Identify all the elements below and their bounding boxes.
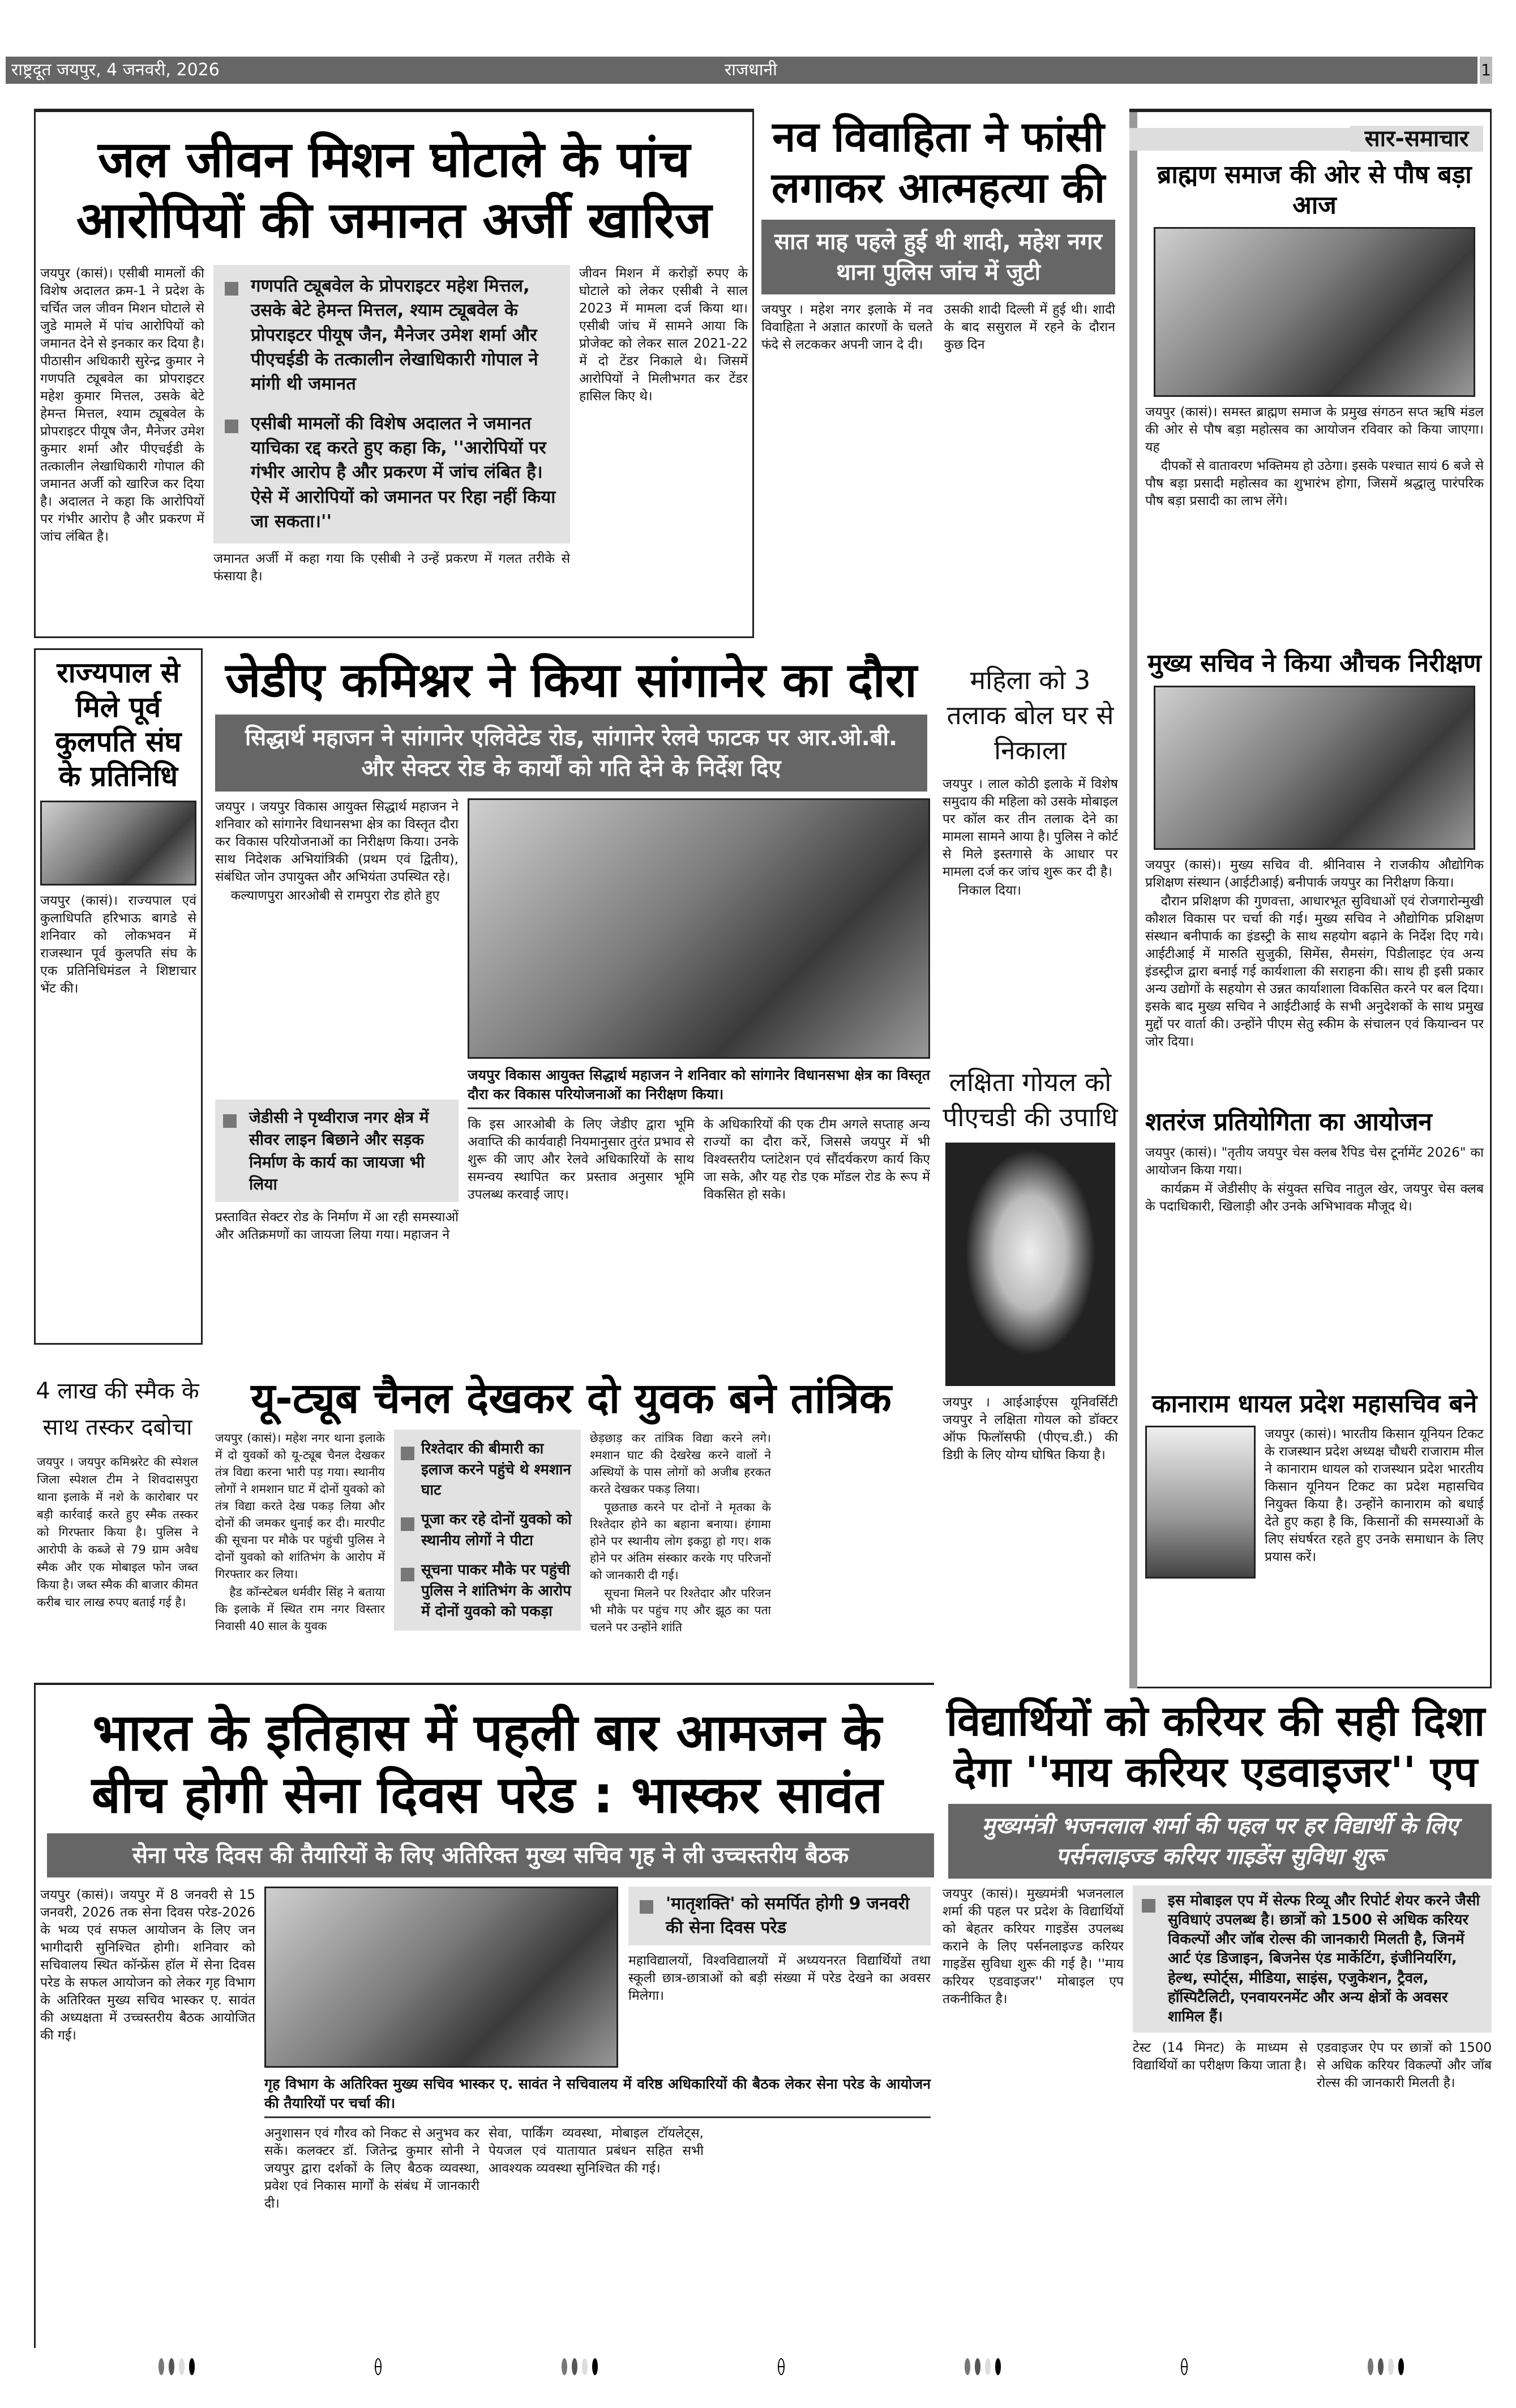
digest-label-row [1145, 126, 1484, 153]
article-body: जमानत अर्जी में कहा गया कि एसीबी ने उन्हें प्रकरण में गलत तरीके से फंसाया है। [213, 551, 570, 584]
article-text: जयपुर । लाल कोठी इलाके में विशेष समुदाय की महिला को उसके मोबाइल पर कॉल कर तीन तलाक देने का मामला सामने आया है। पुलिस ने कोर्ट से मिले इस्तगासे के आधार पर मामला दर्ज कर जांच शुरू कर दी है। [943, 777, 1118, 879]
highlight-item: एसीबी मामलों की विशेष अदालत ने जमानत याचिका रद्द करते हुए कहा कि, ''आरोपियों पर गंभीर आरोप है और प्रकरण में जांच लंबित है। ऐसे में आरोपियों को जमानत पर रिहा नहीं किया जा सकता।'' [225, 412, 559, 534]
article-columns [940, 1885, 1492, 2347]
headline: यू-ट्यूब चैनल देखकर दो युवक बने तांत्रिक [251, 1374, 892, 1423]
story-phd [943, 1053, 1118, 1676]
photo-kanaram-dhayal [1145, 1426, 1256, 1579]
crosshair-icon [778, 2358, 785, 2375]
digest-body-text: जयपुर (कासं)। "तृतीय जयपुर चेस क्लब रैपिड चेस टूर्नामेंट 2026" का आयोजन किया गया। [1145, 1145, 1484, 1178]
digest-body-text: कार्यक्रम में जेडीसीए के संयुक्त सचिव नातुल खेर, जयपुर चेस क्लब के पदाधिकारी, खिलाड़ी और उनके अभिभावक मौजूद थे। [1145, 1181, 1484, 1214]
article-body: जयपुर । आईआईएस यूनिवर्सिटी जयपुर ने लक्षिता गोयल को डॉक्टर ऑफ फिलॉसफी (पीएच.डी.) की डिग्री के लिए योग्य घोषित किया है। [943, 1395, 1118, 1462]
right-area [264, 1887, 934, 2343]
article-text: निकाल दिया। [958, 883, 1022, 898]
article-columns [40, 1887, 934, 2343]
section-name: राजधानी [725, 60, 777, 80]
story-jda [212, 651, 930, 1345]
article-body: जयपुर । जयपुर कमिश्नरेट की स्पेशल जिला स्पेशल टीम ने शिवदासपुरा थाना इलाके में नशे के कारोबार पर बड़ी कार्रवाई करते हुए स्मैक तस्कर को गिरफ्तार किया है। पुलिस ने आरोपी के कब्जे से 79 ग्राम अवैध स्मैक और एक मोबाइल फोन जब्त किया है। जब्त स्मैक की बाजार कीमत करीब चार लाख रुपए बताई गई है। [37, 1455, 198, 1609]
article-text: कल्याणपुरा आरओबी से रामपुरा रोड होते हुए [230, 888, 440, 904]
highlight-item: पूजा कर रहे दोनों युवको को स्थानीय लोगों ने पीटा [401, 1509, 574, 1551]
color-bar-icon [562, 2358, 598, 2375]
digest-body [1145, 857, 1484, 1100]
article-body: महाविद्यालयों, विश्वविद्यालयों में अध्ययनरत विद्यार्थियों तथा स्कूली छात्र-छात्राओं को बड़ी संख्या में परेड देखने का अवसर मिलेगा। [628, 1953, 931, 2003]
color-bar-icon [965, 2358, 1001, 2375]
digest-body-text: जयपुर (कासं)। समस्त ब्राह्मण समाज के प्रमुख संगठन सप्त ऋषि मंडल की ओर से पौष बड़ा महोत्सव का आयोजन रविवार को किया जाएगा। यह [1145, 405, 1484, 455]
story-army-day [34, 1683, 934, 2348]
subheadline: सेना परेड दिवस की तैयारियों के लिए अतिरिक्त मुख्य सचिव गृह ने ली उच्चस्तरीय बैठक [47, 1833, 934, 1877]
news-digest-column [1129, 109, 1492, 1688]
digest-body [1145, 404, 1484, 641]
digest-headline: मुख्य सचिव ने किया औचक निरीक्षण [1147, 649, 1481, 678]
photo-caption: गृह विभाग के अतिरिक्त मुख्य सचिव भास्कर ए. सावंत ने सचिवालय में वरिष्ठ अधिकारियों की बैठक लेकर सेना परेड के आयोजन की तैयारियों पर चर्चा की। [264, 2075, 931, 2118]
digest-item-row [1145, 1426, 1484, 1683]
article-text: सूचना मिलने पर रिश्तेदार और परिजन भी मौके पर पहुंच गए और झूठ का पता चलने पर उन्होंने शांति [590, 1586, 771, 1635]
highlight-box [215, 1100, 459, 1202]
article-body: कि इस आरओबी के लिए जेडीए द्वारा भूमि अवाप्ति की कार्यवाही नियमानुसार तुरंत प्रभाव से शुरू की जाए और रेलवे अधिकारियों के साथ समन्वय स्थापित कर प्रस्ताव अनुसार भूमि उपलब्ध करवाई जाए। [468, 1117, 695, 1203]
photo-book-release [1154, 227, 1475, 397]
article-text: हैड कॉन्स्टेबल धर्मवीर सिंह ने बताया कि इलाके में स्थित राम नगर विस्तार निवासी 40 साल के युवक [215, 1585, 385, 1633]
highlight-item: सूचना पाकर मौके पर पहुंची पुलिस ने शांतिभंग के आरोप में दोनों युवको को पकड़ा [401, 1560, 574, 1622]
photo-governor-meeting [40, 801, 196, 886]
article-text: जयपुर (कासं)। महेश नगर थाना इलाके में दो युवकों को यू-ट्यूब चैनल देखकर तंत्र विद्या करना भारी पड़ गया। स्थानीय लोगों ने शमशान घाट में दोनों युवको को तंत्र विद्या करते देख पकड़ लिया और दोनों की जमकर धुनाई कर दी। मारपीट की सूचना पर मौके पर पहुंची पुलिस ने दोनों युवको को शांतिभंग के आरोप में गिरफ्तार कर लिया। [215, 1431, 385, 1581]
callout-column [628, 1887, 931, 2068]
article-body [215, 798, 459, 1093]
article-body: प्रस्तावित सेक्टर रोड के निर्माण में आ रही समस्याओं और अतिक्रमणों का जायजा लिया गया। महाजन ने [215, 1210, 459, 1242]
article-text: छेड़छाड़ कर तांत्रिक विद्या करने लगे। श्मशान घाट की देखरेख करने वालों ने अस्थियों के पास लोगों को अजीब हरकत करते देखकर पकड़ लिया। [590, 1431, 771, 1496]
highlight-item: गणपति ट्यूबवेल के प्रोपराइटर महेश मित्तल, उसके बेटे हेमन्त मित्तल, श्याम ट्यूबवेल के प्रोपराइटर पीयूष जैन, मैनेजर उमेश शर्मा और पीएचईडी के तत्कालीन लेखाधिकारी गोपाल ने मांगी थी जमानत [225, 274, 559, 397]
paper-date: राष्ट्रदूत जयपुर, 4 जनवरी, 2026 [11, 60, 220, 80]
story-talaq [943, 651, 1118, 1042]
headline: भारत के इतिहास में पहली बार आमजन के बीच होगी सेना दिवस परेड : भास्कर सावंत [91, 1703, 883, 1825]
digest-body-text: दीपकों से वातावरण भक्तिमय हो उठेगा। इसके पश्चात सायं 6 बजे से पौष बड़ा प्रसादी महोत्सव का शुभारंभ होगा, जिसमें श्रद्धालु पारंपरिक पौष बड़ा प्रसादी का लाभ लेंगे। [1145, 459, 1484, 509]
article-body: जयपुर (कासं)। जयपुर में 8 जनवरी से 15 जनवरी, 2026 तक सेना दिवस परेड-2026 के भव्य एवं सफल आयोजन के लिए जन भागीदारी सुनिश्चित होगी। शनिवार को सचिवालय स्थित कॉन्फ्रेंस हॉल में सेना दिवस परेड के सफल आयोजन को लेकर गृह विभाग के अतिरिक्त मुख्य सचिव भास्कर ए. सावंत की अध्यक्षता में उच्चस्तरीय बैठक आयोजित की गई। [40, 1887, 255, 2043]
article-body: टेस्ट (14 मिनट) के माध्यम से विद्यार्थियों का परीक्षण किया जाता है। [1133, 2040, 1308, 2073]
subheadline: सात माह पहले हुई थी शादी, महेश नगर थाना पुलिस जांच में जुटी [761, 220, 1115, 294]
digest-label: सार-समाचार [1350, 126, 1483, 152]
story-jjm [34, 109, 754, 638]
article-columns [212, 1430, 930, 1679]
article-body: सेवा, पार्किंग व्यवस्था, मोबाइल टॉयलेट्स, पेयजल एवं यातायात प्रबंधन सहित सभी आवश्यक व्यवस्था सुनिश्चित की गई। [489, 2125, 704, 2176]
digest-headline: कानाराम धायल प्रदेश महासचिव बने [1151, 1389, 1478, 1418]
article-columns [761, 301, 1115, 638]
highlight-item: रिश्तेदार की बीमारी का इलाज करने पहुंचे थे श्मशान घाट [401, 1439, 574, 1500]
article-text: जयपुर । जयपुर विकास आयुक्त सिद्धार्थ महाजन ने शनिवार को सांगानेर विधानसभा क्षेत्र का विस्तृत दौरा कर विकास परियोजनाओं का निरीक्षण किया। उनके साथ निदेशक अभियांत्रिकी (प्रथम एवं द्वितीय), संबंधित जोन उपायुक्त और अभियंता उपस्थित रहे। [215, 799, 459, 885]
article-body: एडवाइजर ऐप पर छात्रों को 1500 से अधिक करियर विकल्पों और जॉब रोल्स की जानकारी मिलती है। [1317, 2040, 1492, 2090]
article-body: के अधिकारियों की एक टीम अगले सप्ताह अन्य राज्यों का दौरा करें, जिससे जयपुर में भी विश्वस्तरीय प्लांटेशन एवं सौंदर्यकरण कार्य किए जा सके, और यह रोड एक मॉडल रोड के रूप में विकसित हो सके। [703, 1117, 930, 1203]
photo-caption: जयपुर विकास आयुक्त सिद्धार्थ महाजन ने शनिवार को सांगानेर विधानसभा क्षेत्र का विस्तृत दौरा कर विकास परियोजनाओं का निरीक्षण किया। [468, 1066, 930, 1109]
photo-army-meeting [264, 1887, 618, 2068]
photo-lakshita-goyal [945, 1143, 1115, 1386]
headline: विद्यार्थियों को करियर की सही दिशा देगा ''माय करियर एडवाइजर'' एप [946, 1697, 1485, 1797]
headline: लक्षिता गोयल को पीएचडी की उपाधि [943, 1067, 1118, 1132]
digest-body [1145, 1144, 1484, 1382]
headline: नव विवाहिता ने फांसी लगाकर आत्महत्या की [771, 113, 1106, 213]
highlight-box [1133, 1885, 1492, 2033]
registration-marks [159, 2358, 1404, 2375]
lower-columns [264, 2125, 931, 2343]
divider [1129, 112, 1137, 1688]
lower-columns [468, 1116, 930, 1345]
callout-text: 'मातृशक्ति' को समर्पित होगी 9 जनवरी की सेना दिवस परेड [640, 1892, 919, 1940]
highlights-box [213, 265, 570, 544]
story-career-app [940, 1690, 1492, 2347]
headline: महिला को 3 तलाक बोल घर से निकाला [947, 665, 1114, 765]
article-body [215, 1430, 385, 1679]
article-body: जयपुर (कासं)। राज्यपाल एवं कुलाधिपति हरिभाऊ बागडे से शनिवार को लोकभवन में राजस्थान पूर्व कुलपति संघ के एक प्रतिनिधिमंडल ने शिष्टाचार भेंट की। [40, 893, 196, 996]
headline: जल जीवन मिशन घोटाले के पांच आरोपियों की जमानत अर्जी खारिज [76, 130, 712, 250]
article-body: जयपुर (कासं)। मुख्यमंत्री भजनलाल शर्मा की पहल पर प्रदेश के विद्यार्थियों को बेहतर करियर गाइडेंस उपलब्ध कराने के लिए पर्सनलाइज्ड करियर गाइडेंस सुविधा शुरू की गई है। ''माय करियर एडवाइजर'' मोबाइल एप तकनीकित है। [943, 1886, 1124, 2007]
article-body [590, 1430, 771, 1679]
crosshair-icon [1181, 2358, 1188, 2375]
article-body: उसकी शादी दिल्ली में हुई थी। शादी के बाद ससुराल में रहने के दौरान कुछ दिन [944, 302, 1115, 352]
digest-body-text: दौरान प्रशिक्षण की गुणवत्ता, आधारभूत सुविधाओं एवं रोजगारोन्मुखी कौशल विकास पर चर्चा की गई। मुख्य सचिव ने औद्योगिक प्रशिक्षण संस्थान बनीपार्क का इंडस्ट्री के साथ सहयोग बढ़ाने के निर्देश दिए गये। आईटीआई में मारुति सुजुकी, सिमेंस, सैमसंग, पिडीलाइट एंव अन्य इंडस्ट्रीज द्वारा बनाई गई कार्यशाला की सराहना की। साथ ही इसी प्रकार अन्य उद्योगों के सहयोग से उन्नत कार्याशाला विकसित करने पर बल दिया। इसके बाद मुख्य सचिव ने आईटीआई के सभी अनुदेशकों के साथ प्रमुख मुद्दों पर वार्ता की। उन्होंने पीएम सेतु स्कीम के संचालन एवं कियान्वन पर जोर दिया। [1145, 894, 1484, 1050]
lower-columns [1133, 2039, 1492, 2347]
right-area [468, 798, 930, 1345]
article-columns [212, 798, 930, 1345]
headline: राज्यपाल से मिले पूर्व कुलपति संघ के प्रतिनिधि [55, 656, 182, 793]
digest-headline: शतरंज प्रतियोगिता का आयोजन [1145, 1107, 1432, 1137]
story-governor [34, 648, 203, 1345]
highlights-box [394, 1430, 581, 1631]
headline: 4 लाख की स्मैक के साथ तस्कर दबोचा [36, 1378, 199, 1440]
digest-stack [1145, 126, 1484, 1683]
headline: जेडीए कमिश्नर ने किया सांगानेर का दौरा [225, 652, 917, 708]
left-column [215, 798, 459, 1345]
story-smack [34, 1367, 201, 1679]
highlight-item: इस मोबाइल एप में सेल्फ रिव्यू और रिपोर्ट शेयर करने जैसी सुविधाएं उपलब्ध है। छात्रों को 1500 से अधिक करियर विकल्पों और जॉब रोल्स की जानकारी मिलती है, जिनमें आर्ट एंड डिजाइन, बिजनेस एंड मार्केटिंग, इंजीनियरिंग, हेल्थ, स्पोर्ट्स, मीडिया, साइंस, एजुकेशन, ट्रैवल, हॉस्पिटैलिटी, एनवायरनमेंट और अन्य क्षेत्रों के अवसर शामिल हैं। [1142, 1891, 1483, 2027]
digest-body-text: जयपुर (कासं)। मुख्य सचिव वी. श्रीनिवास ने राजकीय औद्योगिक प्रशिक्षण संस्थान (आईटीआई) बनीपार्क जयपुर का निरीक्षण किया। [1145, 858, 1484, 891]
article-body [943, 776, 1118, 1042]
crosshair-icon [375, 2358, 382, 2375]
subheadline: सिद्धार्थ महाजन ने सांगानेर एलिवेटेड रोड, सांगानेर रेलवे फाटक पर आर.ओ.बी. और सेक्टर रोड के कार्यों को गति देने के निर्देश दिए [215, 715, 927, 792]
digest-headline: ब्राह्मण समाज की ओर से पौष बड़ा आज [1157, 160, 1472, 220]
subheadline: मुख्यमंत्री भजनलाल शर्मा की पहल पर हर विद्यार्थी के लिए पर्सनलाइज्ड करियर गाइडेंस सुविधा शुरू [948, 1804, 1492, 1879]
color-bar-icon [159, 2358, 195, 2375]
digest-body: जयपुर (कासं)। भारतीय किसान यूनियन टिकट के राजस्थान प्रदेश अध्यक्ष चौधरी राजाराम मील ने कानाराम धायल को राजस्थान प्रदेश भारतीय किसान यूनियन टिकट का प्रदेश महासचिव नियुक्त किया है। उन्होंने कानाराम को बधाई देते हुए कहा है कि, किसानों की समस्याओं के लिए संघर्षरत रहते हुए उनके समाधान के लिए प्रयास करें। [1265, 1427, 1484, 1565]
photo-inspection [1154, 686, 1475, 850]
article-body: अनुशासन एवं गौरव को निकट से अनुभव कर सकें। कलक्टर डॉ. जितेन्द्र कुमार सोनी ने जयपुर द्वारा दर्शकों के लिए बैठक व्यवस्था, प्रवेश एवं निकास मार्गों के संबंध में जानकारी दी। [264, 2125, 479, 2211]
article-text: पूछताछ करने पर दोनों ने मृतका के रिश्तेदार होने का बहाना बनाया। हंगामा होने पर स्थानीय लोग इकट्ठा हो गए। शक होने पर अंतिम संस्कार करके गए परिजनों को जानकारी दी गई। [590, 1500, 771, 1582]
page-header [6, 57, 1478, 84]
photo-jda-visit [468, 798, 930, 1059]
photo-row [264, 1887, 931, 2068]
highlight-item: जेडीसी ने पृथ्वीराज नगर क्षेत्र में सीवर लाइन बिछाने और सड़क निर्माण के कार्य का जायजा भी लिया [223, 1106, 451, 1195]
right-area [1133, 1885, 1492, 2347]
color-bar-icon [1368, 2358, 1404, 2375]
article-body: जयपुर । महेश नगर इलाके में नव विवाहिता ने अज्ञात कारणों के चलते फंदे से लटककर अपनी जान दे दी। [761, 302, 933, 352]
article-columns [40, 265, 748, 632]
story-youtube [212, 1367, 930, 1679]
callout-box [628, 1887, 931, 1945]
story-bride [761, 109, 1115, 638]
article-body: जयपुर (कासं)। एसीबी मामलों की विशेष अदालत क्रम-1 ने प्रदेश के चर्चित जल जीवन मिशन घोटाले से जुडे मामले में पांच आरोपियों को जमानत देने से इनकार कर दिया है। पीठासीन अधिकारी सुरेन्द्र कुमार ने गणपति ट्यूबवेल का प्रोपराइटर महेश कुमार मित्तल, उसके बेटे हेमन्त मित्तल, श्याम ट्यूबवेल के प्रोपराइटर पीयूष जैन, मैनेजर उमेश कुमार शर्मा और पीएचईडी के तत्कालीन लेखाधिकारी गोपाल की जमानत अर्जी को खारिज कर दिया है। अदालत ने कहा कि आरोपियों पर गंभीर आरोप है और प्रकरण में जांच लंबित है। [40, 266, 204, 544]
article-body: जीवन मिशन में करोड़ों रुपए के घोटाले को लेकर एसीबी ने साल 2023 में मामला दर्ज किया था। एसीबी जांच में सामने आया कि प्रोजेक्ट को लेकर साल 2021-22 में दो टेंडर निकाले थे। जिसमें आरोपियों ने मिलीभगत कर टेंडर हासिल किए थे। [579, 266, 748, 404]
middle-column [213, 265, 570, 632]
page-number: 1 [1480, 57, 1492, 84]
